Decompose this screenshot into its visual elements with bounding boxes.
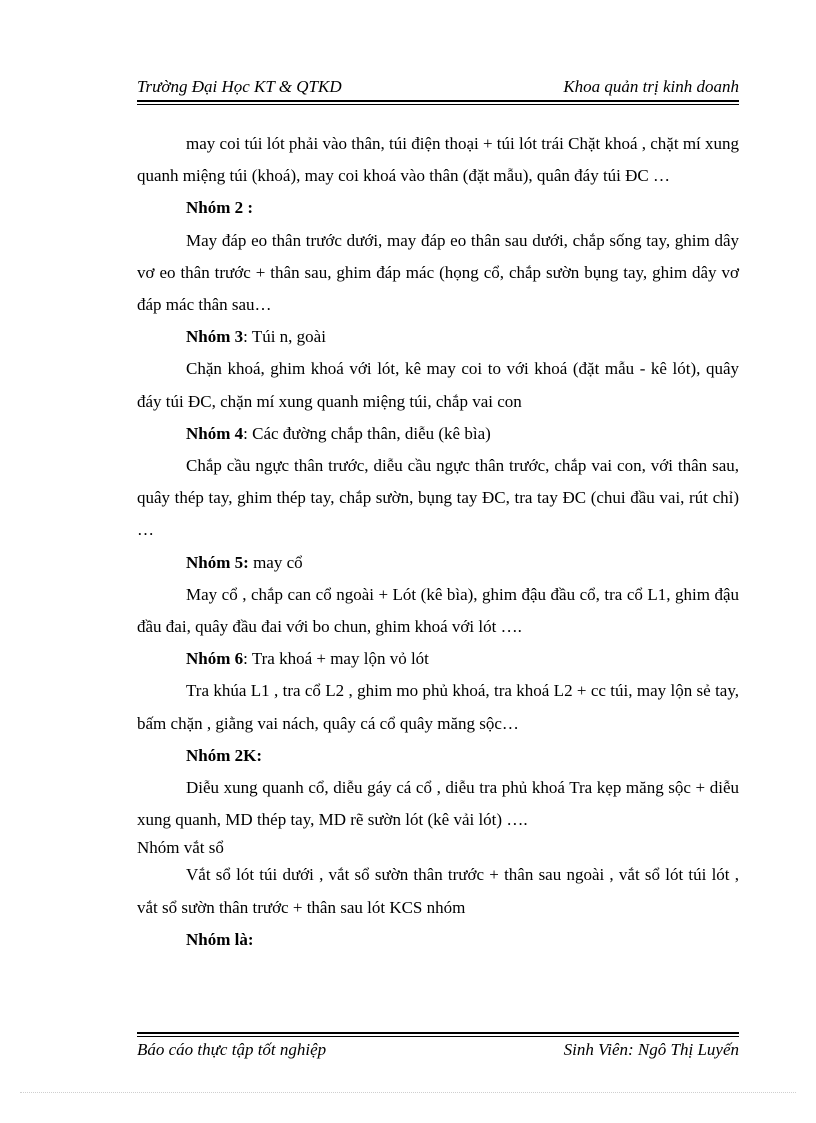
group-2-heading: Nhóm 2 : — [186, 198, 254, 218]
paragraph-continued: may coi túi lót phải vào thân, túi điện thoại + túi lót trái Chặt khoá , chặt mí xung quanh miệng túi (khoá), may coi khoá vào thân (đặt mẫu), quân đáy túi ĐC … — [137, 134, 740, 186]
group-3-text: Chặn khoá, ghim khoá với lót, kê may coi to với khoá (đặt mẫu - kê lót), quây đáy túi ĐC, chặn mí xung quanh miệng túi, chắp vai con — [137, 359, 739, 411]
group-3-heading: Nhóm 3: Túi n, goài — [186, 327, 326, 347]
group-overlock-text: Vắt sổ lót túi dưới , vắt sổ sườn thân trước + thân sau ngoài , vắt sổ lót túi lót , vắt sổ sườn thân trước + thân sau lót KCS nhóm — [137, 865, 739, 917]
group-2-text: May đáp eo thân trước dưới, may đáp eo thân sau dưới, chắp sống tay, ghim dây vơ eo thân trước + thân sau, ghim đáp mác (họng cổ, chắp sườn bụng tay, ghim dây vơ đáp mác thân sau… — [137, 230, 739, 315]
footer-rule — [137, 1032, 739, 1034]
header-faculty: Khoa quản trị kinh doanh — [563, 77, 739, 96]
group-2k-text: Diễu xung quanh cổ, diễu gáy cá cổ , diễu tra phủ khoá Tra kẹp măng sộc + diễu xung quanh, MD thép tay, MD rẽ sườn lót (kê vải lót) …. — [137, 778, 739, 830]
group-6-text: Tra khúa L1 , tra cổ L2 , ghim mo phủ khoá, tra khoá L2 + cc túi, may lộn sẻ tay, bấm chặn , giằng vai nách, quây cá cổ quây măng sộc… — [137, 681, 739, 733]
page-footer — [137, 1040, 739, 1064]
footer-report-title: Báo cáo thực tập tốt nghiệp — [137, 1040, 327, 1059]
header-rule-thin — [137, 104, 739, 105]
group-5-heading: Nhóm 5: may cổ — [186, 552, 303, 572]
group-4-heading: Nhóm 4: Các đường chắp thân, diễu (kê bìa) — [186, 423, 491, 443]
document-body — [137, 128, 739, 956]
page-bottom-divider — [20, 1092, 796, 1093]
group-2k-heading: Nhóm 2K: — [186, 745, 263, 765]
header-rule — [137, 100, 739, 102]
group-4-text: Chắp cầu ngực thân trước, diễu cầu ngực thân trước, chắp vai con, với thân sau, quây thép tay, ghim thép tay, chắp sườn, bụng tay ĐC, tra tay ĐC (chui đầu vai, rút chỉ) … — [137, 456, 739, 540]
page-header — [137, 77, 739, 101]
footer-student-name: Sinh Viên: Ngô Thị Luyến — [563, 1040, 739, 1059]
header-school: Trường Đại Học KT & QTKD — [137, 77, 342, 96]
group-overlock-heading: Nhóm vắt sổ — [137, 838, 224, 858]
group-ironing-heading: Nhóm là: — [186, 929, 254, 949]
group-5-text: May cổ , chắp can cổ ngoài + Lót (kê bìa), ghim đậu đầu cổ, tra cổ L1, ghim đậu đầu đai, quây đầu đai với bo chun, ghim khoá với lót …. — [137, 584, 739, 637]
group-6-heading: Nhóm 6: Tra khoá + may lộn vỏ lót — [186, 649, 429, 669]
footer-rule-thin — [137, 1036, 739, 1037]
